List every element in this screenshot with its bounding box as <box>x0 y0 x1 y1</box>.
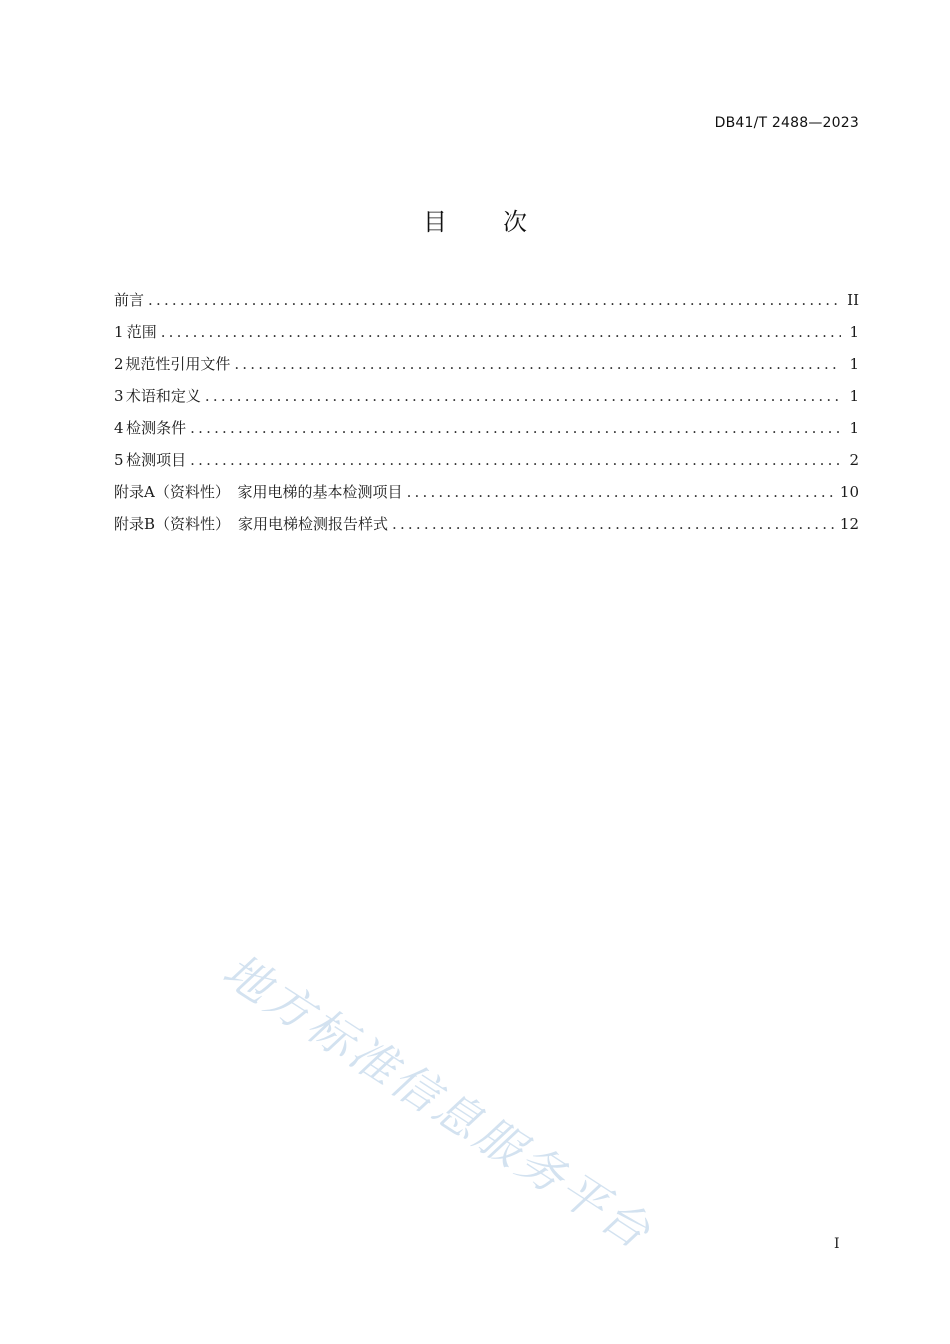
toc-entry-sublabel: 家用电梯的基本检测项目 <box>237 483 403 501</box>
watermark: 地方标准信息服务平台 <box>213 942 663 1261</box>
toc-leader-dots <box>190 419 841 437</box>
toc-entry-page: 1 <box>849 355 859 373</box>
page-title: 目次 <box>423 208 583 236</box>
toc-entry-page: 1 <box>849 419 859 437</box>
toc-entry-number: 5 <box>114 451 124 469</box>
toc-entry-page: 1 <box>849 323 859 341</box>
toc-entry-page: 10 <box>839 483 859 501</box>
toc-entry-label: 附录B（资料性） <box>114 515 231 533</box>
toc-entry-label: 规范性引用文件 <box>125 355 231 373</box>
toc-entry-page: 1 <box>849 387 859 405</box>
toc-entry-scope[interactable] <box>114 321 859 353</box>
toc-entry-label: 术语和定义 <box>125 387 201 405</box>
toc-entry-label: 检测条件 <box>126 419 187 437</box>
document-code: DB41/T 2488—2023 <box>714 115 859 131</box>
toc-entry-number: 3 <box>114 387 124 405</box>
toc-entry-foreword[interactable] <box>114 289 859 321</box>
toc-entry-label: 附录A（资料性） <box>114 483 230 501</box>
toc-entry-sublabel: 家用电梯检测报告样式 <box>237 515 388 533</box>
toc-leader-dots <box>205 387 841 405</box>
toc-entry-test-items[interactable] <box>114 449 859 481</box>
toc-leader-dots <box>148 291 841 309</box>
toc-entry-normative-references[interactable] <box>114 353 859 385</box>
page-number: I <box>834 1236 840 1252</box>
toc-entry-page: II <box>847 291 859 309</box>
toc-entry-label: 检测项目 <box>126 451 187 469</box>
toc-entry-page: 2 <box>849 451 859 469</box>
toc-entry-test-conditions[interactable] <box>114 417 859 449</box>
toc-leader-dots <box>190 451 841 469</box>
toc-entry-page: 12 <box>839 515 859 533</box>
toc-entry-number: 1 <box>114 323 124 341</box>
toc-entry-label: 范围 <box>126 323 157 341</box>
toc-entry-terms-definitions[interactable] <box>114 385 859 417</box>
toc-leader-dots <box>407 483 836 501</box>
toc-entry-number: 2 <box>114 355 124 373</box>
table-of-contents <box>114 289 859 545</box>
toc-entry-appendix-a[interactable] <box>114 481 859 513</box>
toc-entry-number: 4 <box>114 419 124 437</box>
toc-leader-dots <box>234 355 841 373</box>
toc-leader-dots <box>392 515 836 533</box>
toc-entry-appendix-b[interactable] <box>114 513 859 545</box>
toc-entry-label: 前言 <box>114 291 145 309</box>
toc-leader-dots <box>161 323 841 341</box>
